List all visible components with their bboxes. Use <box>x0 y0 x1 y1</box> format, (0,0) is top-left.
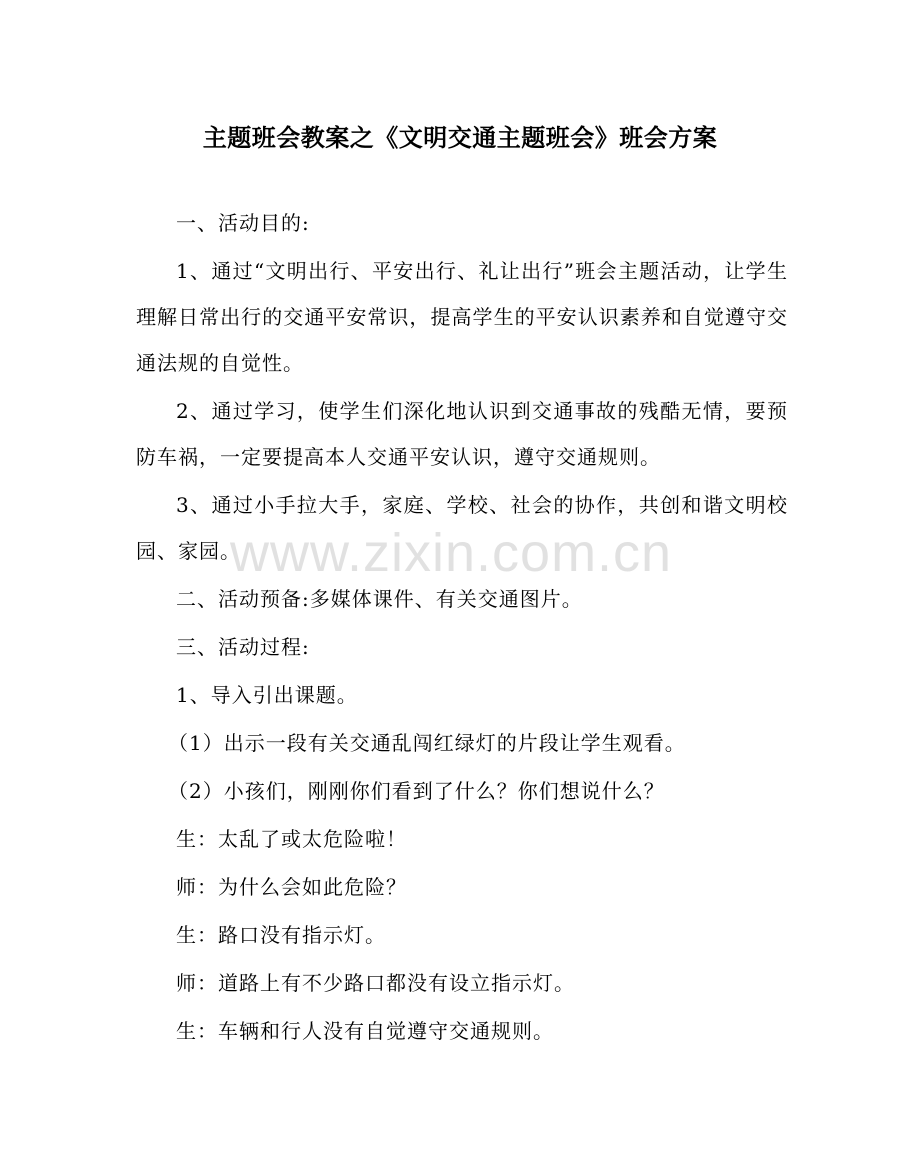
process-substep-2: （2）小孩们，刚刚你们看到了什么？你们想说什么？ <box>168 779 665 803</box>
dialogue-line: 师：为什么会如此危险？ <box>176 875 407 899</box>
dialogue-line: 生：车辆和行人没有自觉遵守交通规则。 <box>176 1019 554 1043</box>
section-heading-preparation: 二、活动预备:多媒体课件、有关交通图片。 <box>176 587 583 611</box>
goal-item-3: 3、通过小手拉大手，家庭、学校、社会的协作，共创和谐文明校园、家园。 <box>136 493 788 563</box>
process-substep-1: （1）出示一段有关交通乱闯红绿灯的片段让学生观看。 <box>168 731 686 755</box>
dialogue-line: 生：路口没有指示灯。 <box>176 923 386 947</box>
document-title: 主题班会教案之《文明交通主题班会》班会方案 <box>202 123 718 152</box>
section-heading-goals: 一、活动目的: <box>176 211 310 235</box>
dialogue-line: 生：太乱了或太危险啦！ <box>176 827 407 851</box>
goal-item-1: 1、通过“文明出行、平安出行、礼让出行”班会主题活动，让学生理解日常出行的交通平安常识，提高学生的平安认识素养和自觉遵守交通法规的自觉性。 <box>136 259 788 375</box>
document-body <box>136 200 788 1056</box>
dialogue-line: 师：道路上有不少路口都没有设立指示灯。 <box>176 971 575 995</box>
section-heading-process: 三、活动过程: <box>176 635 310 659</box>
process-step-1: 1、导入引出课题。 <box>176 683 358 707</box>
goal-item-2: 2、通过学习，使学生们深化地认识到交通事故的残酷无情，要预防车祸，一定要提高本人交通平安认识，遵守交通规则。 <box>136 399 788 469</box>
watermark: www.zixin.com.cn <box>230 523 673 583</box>
